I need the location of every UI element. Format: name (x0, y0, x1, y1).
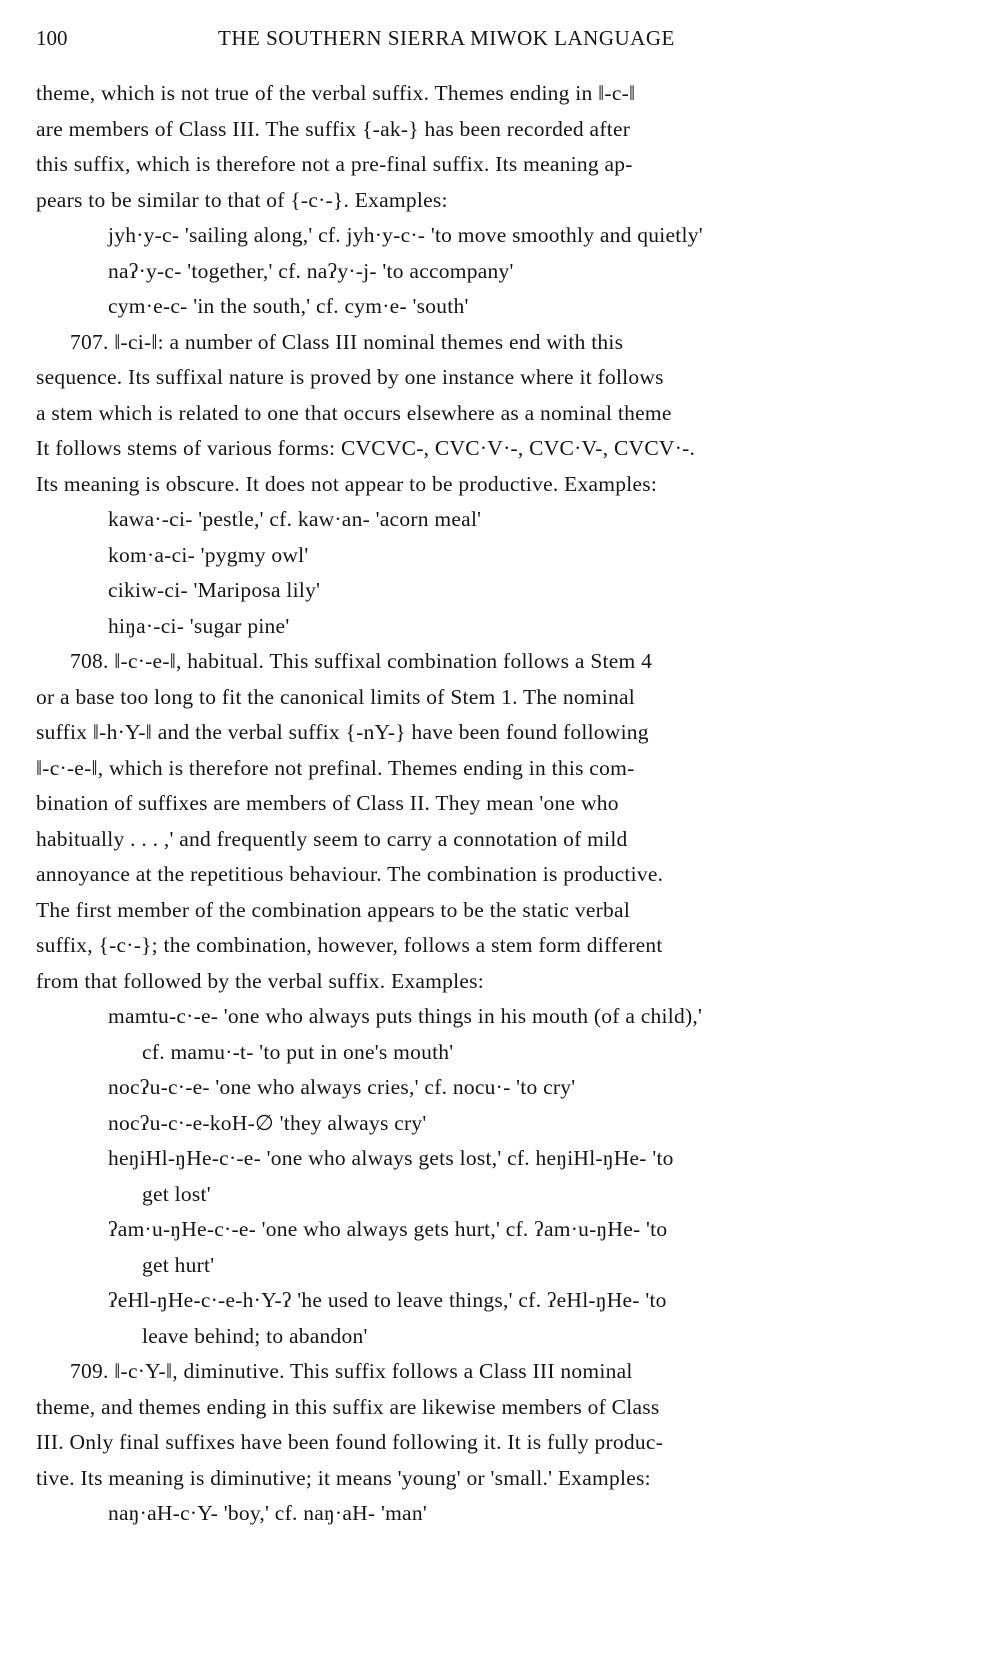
text-line: from that followed by the verbal suffix. Examples: (36, 968, 484, 993)
example-line: hiŋa·-ci- 'sugar pine' (108, 613, 290, 638)
paragraph-start-line: 708. ‖-c·-e-‖, habitual. This suffixal combination follows a Stem 4 (70, 649, 653, 673)
text-line: habitually . . . ,' and frequently seem to carry a connotation of mild (36, 826, 628, 851)
page-number: 100 (36, 26, 68, 50)
paragraph-start-line: 707. ‖-ci-‖: a number of Class III nominal themes end with this (70, 329, 624, 354)
example-continuation-line: get hurt' (142, 1252, 215, 1277)
example-continuation-line: cf. mamu·-t- 'to put in one's mouth' (142, 1039, 454, 1064)
text-line: III. Only final suffixes have been found following it. It is fully produc- (36, 1430, 664, 1454)
example-line: nocʔu-c·-e- 'one who always cries,' cf. nocu·- 'to cry' (108, 1075, 576, 1099)
example-line: cym·e-c- 'in the south,' cf. cym·e- 'south' (108, 294, 469, 318)
example-line: naŋ·aH-c·Y- 'boy,' cf. naŋ·aH- 'man' (108, 1501, 427, 1525)
example-line: ʔam·u-ŋHe-c·-e- 'one who always gets hurt,' cf. ʔam·u-ŋHe- 'to (108, 1217, 668, 1241)
paragraph-start-line: 709. ‖-c·Y-‖, diminutive. This suffix follows a Class III nominal (70, 1359, 633, 1383)
text-line: ‖-c·-e-‖, which is therefore not prefinal. Themes ending in this com- (36, 755, 635, 780)
text-line: a stem which is related to one that occurs elsewhere as a nominal theme (36, 400, 672, 425)
text-line: pears to be similar to that of {-c·-}. Examples: (36, 187, 448, 212)
running-title: THE SOUTHERN SIERRA MIWOK LANGUAGE (218, 26, 675, 50)
text-line: The first member of the combination appears to be the static verbal (36, 897, 631, 922)
example-line: heŋiHl-ŋHe-c·-e- 'one who always gets lost,' cf. heŋiHl-ŋHe- 'to (108, 1146, 674, 1170)
text-line: suffix, {-c·-}; the combination, however, follows a stem form different (36, 933, 663, 957)
example-line: ʔeHl-ŋHe-c·-e-h·Y-ʔ 'he used to leave things,' cf. ʔeHl-ŋHe- 'to (108, 1288, 667, 1312)
example-line: kawa·-ci- 'pestle,' cf. kaw·an- 'acorn meal' (108, 507, 482, 531)
example-line: naʔ·y-c- 'together,' cf. naʔy·-j- 'to accompany' (108, 258, 514, 283)
example-line: nocʔu-c·-e-koH-∅ 'they always cry' (108, 1110, 427, 1135)
example-continuation-line: leave behind; to abandon' (142, 1323, 368, 1348)
text-line: It follows stems of various forms: CVCVC-, CVC·V·-, CVC·V-, CVCV·-. (36, 436, 696, 460)
text-line: Its meaning is obscure. It does not appear to be productive. Examples: (36, 471, 658, 496)
text-line: bination of suffixes are members of Class II. They mean 'one who (36, 791, 619, 815)
example-line: jyh·y-c- 'sailing along,' cf. jyh·y-c·- 'to move smoothly and quietly' (108, 223, 703, 247)
example-line: kom·a-ci- 'pygmy owl' (108, 542, 309, 567)
example-continuation-line: get lost' (142, 1181, 211, 1206)
text-line: sequence. Its suffixal nature is proved by one instance where it follows (36, 365, 664, 389)
page-body (36, 76, 944, 1532)
page-header (36, 26, 936, 60)
text-line: annoyance at the repetitious behaviour. The combination is productive. (36, 862, 664, 886)
text-line: are members of Class III. The suffix {-ak-} has been recorded after (36, 116, 631, 141)
text-line: suffix ‖-h·Y-‖ and the verbal suffix {-nY-} have been found following (36, 720, 649, 744)
text-line: this suffix, which is therefore not a pre-final suffix. Its meaning ap- (36, 152, 633, 176)
example-line: mamtu-c·-e- 'one who always puts things in his mouth (of a child),' (108, 1004, 703, 1028)
text-line: tive. Its meaning is diminutive; it means 'young' or 'small.' Examples: (36, 1465, 651, 1490)
example-line: cikiw-ci- 'Mariposa lily' (108, 578, 321, 602)
text-line: theme, which is not true of the verbal suffix. Themes ending in ‖-c-‖ (36, 81, 636, 105)
text-line: theme, and themes ending in this suffix are likewise members of Class (36, 1394, 660, 1419)
text-line: or a base too long to fit the canonical limits of Stem 1. The nominal (36, 684, 636, 709)
